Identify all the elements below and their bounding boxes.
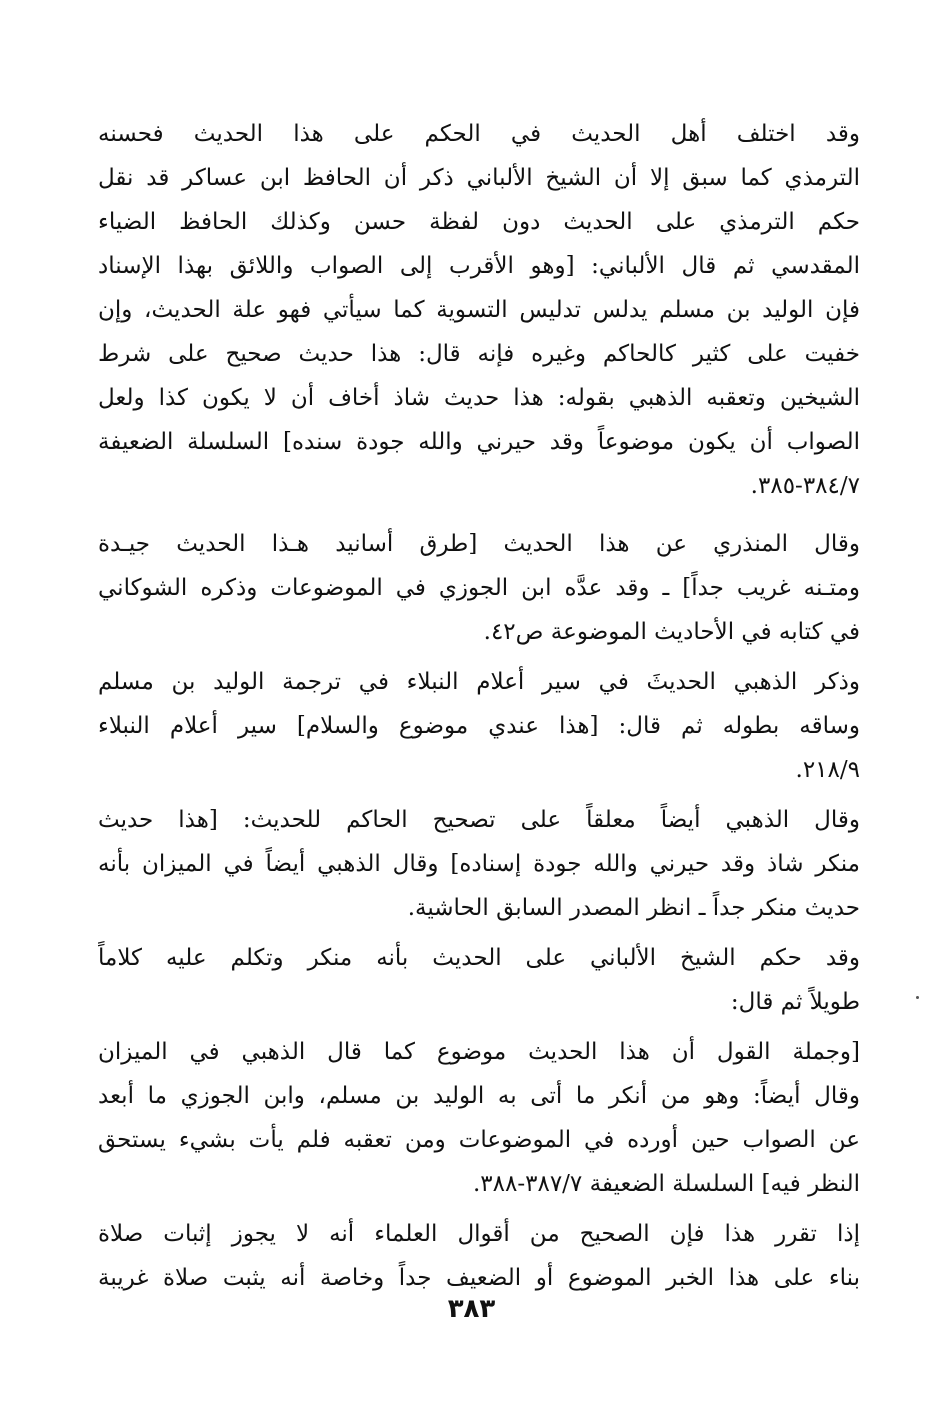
paragraph-dhahabi-siyar <box>98 660 860 792</box>
paragraph-albani-quote <box>98 1030 860 1206</box>
text-line: ٢١٨/٩. <box>795 757 860 783</box>
text-line: خفيت على كثير كالحاكم وغيره فإنه قال: هذا حديث صحيح على شرط <box>98 341 860 367</box>
text-line: منكر شاذ وقد حيرني والله جودة إسناده] وقال الذهبي أيضاً في الميزان بأنه <box>98 851 860 877</box>
paragraph-dhahabi-hakim <box>98 798 860 930</box>
text-line: [وجملة القول أن هذا الحديث موضوع كما قال الذهبي في الميزان <box>98 1039 860 1065</box>
text-line: وقال الذهبي أيضاً معلقاً على تصحيح الحاكم للحديث: [هذا حديث <box>98 807 860 833</box>
text-line: بناء على هذا الخبر الموضوع أو الضعيف جداً وخاصة أنه يثبت صلاة غريبة <box>98 1265 860 1291</box>
text-line: ومتـنه غريب جداً] ـ وقد عدَّه ابن الجوزي في الموضوعات وذكره الشوكاني <box>98 575 860 601</box>
text-line: ٣٨٤/٧-٣٨٥. <box>750 473 860 499</box>
text-line: وقال أيضاً: وهو من أنكر ما أتى به الوليد بن مسلم، وابن الجوزي ما أبعد <box>98 1083 860 1109</box>
text-line: عن الصواب حين أورده في الموضوعات ومن تعقبه فلم يأت بشيء يستحق <box>98 1127 860 1153</box>
text-line: فإن الوليد بن مسلم يدلس تدليس التسوية كما سيأتي فهو علة الحديث، وإن <box>98 297 860 323</box>
text-line: النظر فيه] السلسلة الضعيفة ٣٨٧/٧-٣٨٨. <box>472 1171 860 1197</box>
text-line: طويلاً ثم قال: <box>730 989 860 1015</box>
page-number: ٣٨٣ <box>447 1294 496 1324</box>
paragraph-mundhiri <box>98 522 860 654</box>
body-text <box>98 112 860 1300</box>
margin-mark <box>916 996 919 999</box>
text-line: حكم الترمذي على الحديث دون لفظة حسن وكذلك الحافظ الضياء <box>98 209 860 235</box>
text-line: في كتابه في الأحاديث الموضوعة ص٤٢. <box>483 619 860 645</box>
text-line: الشيخين وتعقبه الذهبي بقوله: هذا حديث شاذ أخاف أن لا يكون كذا ولعل <box>98 385 860 411</box>
text-line: حديث منكر جداً ـ انظر المصدر السابق الحاشية. <box>407 895 860 921</box>
text-line: وقد حكم الشيخ الألباني على الحديث بأنه منكر وتكلم عليه كلاماً <box>98 945 860 971</box>
paragraph-conclusion <box>98 1212 860 1300</box>
text-line: الترمذي كما سبق إلا أن الشيخ الألباني ذكر أن الحافظ ابن عساكر قد نقل <box>98 165 860 191</box>
paragraph-hadith-grading <box>98 112 860 508</box>
text-line: الصواب أن يكون موضوعاً وقد حيرني والله جودة سنده] السلسلة الضعيفة <box>98 429 860 455</box>
text-line: وساقه بطوله ثم قال: [هذا عندي موضوع والسلام] سير أعلام النبلاء <box>98 713 860 739</box>
text-line: وقال المنذري عن هذا الحديث [طرق أسانيد هـذا الحديث جيـدة <box>98 531 860 557</box>
text-line: المقدسي ثم قال الألباني: [وهو الأقرب إلى الصواب واللائق بهذا الإسناد <box>98 253 860 279</box>
paragraph-albani-ruling <box>98 936 860 1024</box>
text-line: إذا تقرر هذا فإن الصحيح من أقوال العلماء أنه لا يجوز إثبات صلاة <box>98 1221 860 1247</box>
text-line: وقد اختلف أهل الحديث في الحكم على هذا الحديث فحسنه <box>98 121 860 147</box>
text-line: وذكر الذهبي الحديثَ في سير أعلام النبلاء في ترجمة الوليد بن مسلم <box>98 669 860 695</box>
